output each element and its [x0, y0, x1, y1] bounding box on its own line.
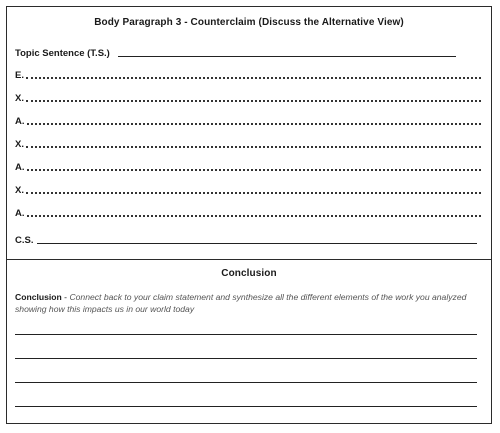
writing-line[interactable] — [15, 334, 477, 335]
row-letter: X. — [15, 139, 24, 150]
row-letter: E. — [15, 70, 24, 81]
closing-sentence-line[interactable] — [37, 243, 477, 244]
explanation-row — [15, 138, 481, 150]
writing-line[interactable] — [15, 406, 477, 407]
closing-sentence-label: C.S. — [15, 235, 34, 246]
dotted-line[interactable] — [26, 192, 481, 194]
row-letter: X. — [15, 185, 24, 196]
topic-sentence-label: Topic Sentence (T.S.) — [15, 48, 110, 59]
dotted-line[interactable] — [27, 123, 482, 125]
closing-sentence-row — [15, 233, 477, 246]
conclusion-title: Conclusion — [221, 268, 277, 279]
row-letter: A. — [15, 116, 25, 127]
conclusion-description: Connect back to your claim statement and synthesize all the different elements of the work you analyzed showing how this impacts us in our world today — [15, 292, 467, 314]
dotted-line[interactable] — [26, 77, 481, 79]
row-letter: A. — [15, 162, 25, 173]
row-letter: X. — [15, 93, 24, 104]
explanation-row — [15, 184, 481, 196]
dotted-line[interactable] — [27, 215, 482, 217]
writing-line[interactable] — [15, 358, 477, 359]
dotted-line[interactable] — [26, 146, 481, 148]
analysis-row — [15, 161, 481, 173]
body-paragraph-title: Body Paragraph 3 - Counterclaim (Discuss the Alternative View) — [94, 17, 404, 28]
conclusion-section — [7, 260, 491, 423]
evidence-row — [15, 69, 481, 81]
conclusion-label: Conclusion — [15, 292, 62, 302]
row-letter: A. — [15, 208, 25, 219]
explanation-row — [15, 92, 481, 104]
dotted-line[interactable] — [27, 169, 482, 171]
analysis-row — [15, 115, 481, 127]
topic-sentence-row — [15, 45, 475, 59]
dotted-line[interactable] — [26, 100, 481, 102]
body-paragraph-section — [7, 7, 491, 259]
conclusion-separator: - — [61, 292, 70, 302]
analysis-row — [15, 207, 481, 219]
conclusion-instruction — [15, 291, 481, 315]
topic-sentence-line[interactable] — [118, 56, 456, 57]
writing-line[interactable] — [15, 382, 477, 383]
worksheet — [6, 6, 492, 424]
